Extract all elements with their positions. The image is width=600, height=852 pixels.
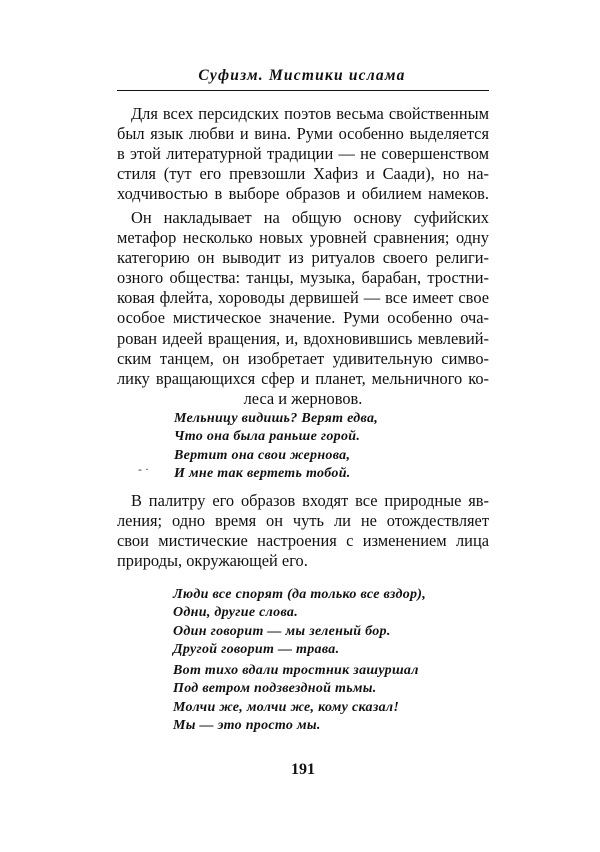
paragraph-1	[117, 104, 489, 204]
verse-stanza-2	[173, 586, 426, 735]
paragraph-line: В палитру его образов входят все природные яв-	[131, 491, 489, 510]
running-head: Суфизм. Мистики ислама	[198, 67, 406, 84]
verse-line: Одни, другие слова.	[173, 605, 299, 621]
verse-line: Вот тихо вдали тростник зашуршал	[173, 663, 419, 679]
paragraph-line: Он накладывает на общую основу суфийских	[131, 208, 489, 227]
paragraph-line: особое мистическое значение. Руми особенно оча-	[117, 308, 489, 328]
verse-stanza-1	[174, 410, 378, 483]
header-rule	[117, 90, 489, 91]
paragraph-line: ским танцем, он изобретает удивительную симво-	[117, 348, 489, 368]
verse-line: Что она была раньше горой.	[174, 429, 361, 445]
verse-line: Под ветром подзвездной тьмы.	[173, 681, 377, 697]
verse-line: Молчи же, молчи же, кому сказал!	[173, 699, 400, 715]
paragraph-3	[117, 491, 489, 571]
verse-line: Один говорит — мы зеленый бор.	[173, 623, 391, 639]
stray-print-mark: - ·	[138, 462, 149, 476]
paragraph-line: категорию он выводит из ритуалов своего религи-	[117, 248, 489, 268]
paragraph-2	[117, 208, 489, 409]
paragraph-line: Для всех персидских поэтов весьма свойственным	[131, 104, 489, 123]
paragraph-line: озного общества: танцы, музыка, барабан, тростни-	[117, 268, 489, 288]
paragraph-line: стиля (тут его превзошли Хафиз и Саади), но на-	[117, 164, 489, 184]
verse-line: Люди все спорят (да только все вздор),	[173, 587, 427, 602]
paragraph-line: свои мистические настроения с изменением лица	[117, 531, 489, 551]
paragraph-line: лику вращающихся сфер и планет, мельничного ко-	[117, 368, 489, 388]
paragraph-line: леса и жерновов.	[243, 388, 363, 408]
paragraph-line: ковая флейта, хороводы дервишей — все имеет свое	[117, 288, 489, 308]
paragraph-line: рован идеей вращения, и, вдохновившись мевлевий-	[117, 328, 489, 348]
verse-line: Вертит она свои жернова,	[174, 447, 351, 463]
paragraph-line: ления; одно время он чуть ли не отождествляет	[117, 511, 489, 531]
paragraph-line: природы, окружающей его.	[117, 551, 308, 571]
paragraph-line: был язык любви и вина. Руми особенно выделяется	[117, 124, 489, 144]
paragraph-line: в этой литературной традиции — не совершенством	[117, 144, 489, 164]
verse-line: Мельницу видишь? Верят едва,	[174, 411, 379, 426]
paragraph-line: метафор несколько новых уровней сравнения; одну	[117, 228, 489, 248]
paragraph-line: ходчивостью в выборе образов и обилием намеков.	[117, 184, 489, 204]
verse-line: Мы — это просто мы.	[173, 718, 321, 734]
verse-line: И мне так вертеть тобой.	[174, 465, 351, 481]
verse-line: Другой говорит — трава.	[173, 641, 340, 657]
page-number: 191	[291, 761, 315, 778]
